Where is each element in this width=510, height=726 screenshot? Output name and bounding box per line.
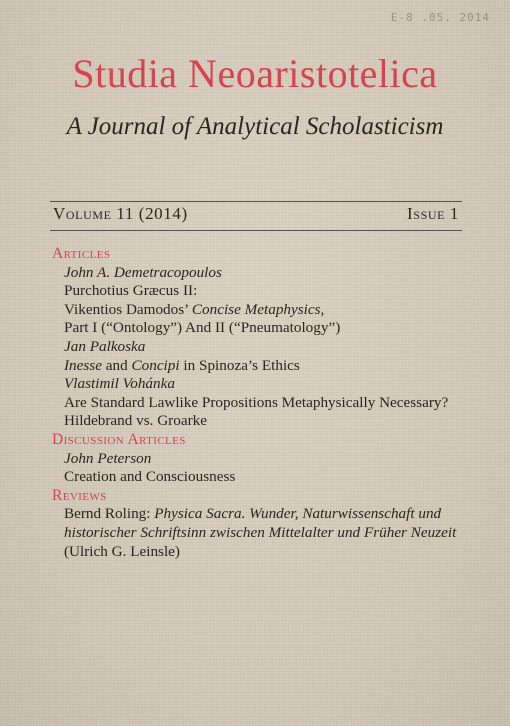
article-title-line: Part I (“Ontology”) And II (“Pneumatology”) bbox=[64, 319, 341, 337]
volume-label: Volume 11 (2014) bbox=[53, 204, 188, 223]
bottom-rule bbox=[50, 230, 462, 231]
article-title-line: Vikentios Damodos’ Concise Metaphysics, bbox=[64, 300, 325, 318]
article-title-line: Purchotius Græcus II: bbox=[64, 282, 198, 300]
journal-subtitle: A Journal of Analytical Scholasticism bbox=[66, 113, 444, 140]
article-author: Jan Palkoska bbox=[64, 337, 146, 355]
article-author: John A. Demetracopoulos bbox=[64, 263, 222, 281]
review-line: historischer Schriftsinn zwischen Mittelalter und Früher Neuzeit bbox=[64, 523, 457, 541]
article-entry bbox=[64, 264, 472, 338]
section-heading-articles: Articles bbox=[52, 245, 111, 262]
journal-title: Studia Neoaristotelica bbox=[72, 51, 438, 96]
issue-label: Issue 1 bbox=[407, 204, 459, 223]
table-of-contents bbox=[52, 245, 472, 561]
article-entry bbox=[64, 375, 472, 431]
library-stamp: E-8 .05. 2014 bbox=[390, 11, 490, 24]
article-title-line: Hildebrand vs. Groarke bbox=[64, 412, 207, 430]
article-entry bbox=[64, 450, 472, 487]
review-entry bbox=[64, 505, 472, 561]
article-title-line: Creation and Consciousness bbox=[64, 468, 236, 486]
article-entry bbox=[64, 338, 472, 375]
review-line: Bernd Roling: Physica Sacra. Wunder, Naturwissenschaft und bbox=[64, 505, 442, 523]
section-heading-reviews: Reviews bbox=[52, 486, 107, 504]
article-author: John Peterson bbox=[64, 449, 152, 467]
article-title-line: Are Standard Lawlike Propositions Metaphysically Necessary? bbox=[64, 393, 449, 411]
volume-issue-row bbox=[53, 204, 459, 224]
top-rule bbox=[50, 201, 462, 202]
article-author: Vlastimil Vohánka bbox=[64, 375, 175, 393]
article-title-line: Inesse and Concipi in Spinoza’s Ethics bbox=[64, 356, 300, 374]
review-reviewer: (Ulrich G. Leinsle) bbox=[64, 542, 180, 560]
section-heading-discussion: Discussion Articles bbox=[52, 430, 186, 448]
